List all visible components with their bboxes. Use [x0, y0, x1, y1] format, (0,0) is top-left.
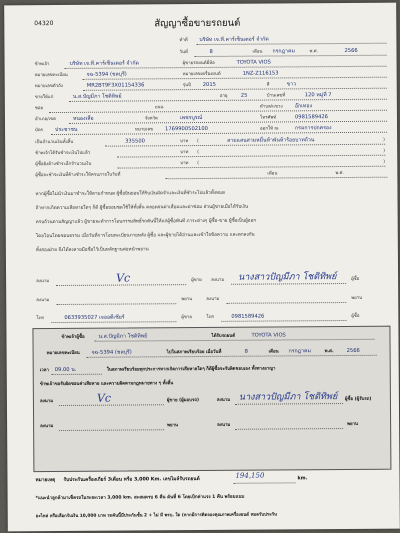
recv-witness1-label: ลงนาม	[40, 424, 54, 430]
mileage-value: 194,150	[235, 471, 265, 480]
issued-value: กรมการปกครอง	[295, 125, 332, 132]
total-baht: บาท	[180, 139, 189, 145]
recv-month: กรกฎาคม	[288, 348, 311, 355]
card-no-value: 1769900502100	[165, 125, 208, 133]
house-value: 120 หมู่ที่ 7	[304, 92, 332, 99]
soi-line	[49, 110, 387, 113]
buyer-phone: 0981589426	[231, 313, 265, 320]
recv-buyer-role: ผู้ซื้อ (ผู้รับรถ)	[344, 396, 372, 403]
contract-title: สัญญาซื้อขายรถยนต์	[154, 17, 241, 30]
witness2-role: พยาน	[351, 295, 363, 301]
total-line	[105, 144, 385, 147]
pay-by-line	[165, 177, 387, 180]
total-value: 335500	[125, 138, 145, 145]
recv-line-2: ข้าพเจ้าขอรับผิดชอบค่าเสียหาย และความผิดตามกฎหมายทาง ๆ ทั้งสิ้น	[39, 381, 174, 388]
seller-phone: 0633935027 เจออดีเซียร์	[64, 314, 125, 321]
chassis-value: MR2BT9F3X01154336	[86, 82, 145, 89]
buyer-phone-label: โทร	[206, 314, 214, 320]
date-label: วันที่	[179, 50, 188, 56]
recv-buyer-signature: นางสาวปัญมีภา โชติทิพย์	[238, 392, 338, 403]
plate-value: จฉ-5394 (ชลบุรี)	[86, 71, 127, 78]
recv-year-label: พ.ศ.	[324, 349, 334, 355]
date-month: กรกฎาคม	[272, 48, 295, 55]
note-label: หมายเหตุ	[35, 478, 56, 484]
recv-label: ข้าพเจ้าผู้ซื้อ	[61, 334, 85, 340]
card-no-label: หมายเลข	[135, 127, 154, 133]
sign-seller-label: ลงนาม	[36, 279, 50, 285]
date-day: 8	[209, 48, 213, 55]
district-line	[69, 121, 387, 124]
total-words: สามแสนสามหมื่นห้าพันห้าร้อยบาทถ้วน	[227, 137, 315, 144]
footer-line-3: อะไหล่ หรือเลือกรับเงิน 10,000 บาท รถคันนี้มีประกันชั้น 2 + ไม่ มี พรบ. ใด (หากมีการติดจองคุณภาพเครื่องยนต์ หมดรับประกัน	[35, 512, 277, 520]
paid-label: ข้าพเจ้าได้รับชำระเงินไปแล้ว	[35, 150, 91, 157]
witness1-role: พยาน	[181, 297, 193, 303]
recv-witness2-role: พยาน	[347, 421, 359, 427]
date-year: 2566	[344, 47, 358, 54]
receipt-section	[32, 326, 391, 472]
plate-label: หมายเลขทะเบียน	[34, 72, 68, 79]
recv-sign-label-2: ลงนาม	[216, 397, 231, 403]
recv-deliverer-role: ผู้ขาย (ผู้มอบรถ)	[166, 398, 200, 404]
recv-time: 09.00 น.	[54, 366, 77, 374]
terms-line-3: ครบถ้วนตามสัญญาแล้ว ผู้ขายจะทำการโอนกรรมสิทธิ์รถคันนี้ให้แก่ผู้ซื้อทันที ภาระต่างๆ ผู้ซื้อ-ขาย ผู้ซื้อเป็นผู้ออก	[35, 218, 257, 226]
pay-by-month-label: เดือน	[267, 171, 278, 177]
soi-label: ซอย	[34, 106, 44, 112]
age-label: อายุ	[219, 93, 228, 99]
card-label: บัตร	[35, 128, 44, 134]
engine-label: หมายเลขเครื่องยนต์	[182, 71, 221, 78]
chassis-label: หมายเลขตัวถัง	[34, 83, 63, 90]
seller-name: บริษัท เจ.ที.คาร์เซ็นเตอร์ จำกัด	[69, 60, 139, 67]
province-value: เพชรบูรณ์	[179, 114, 203, 122]
issued-label: ออกให้ ณ	[260, 126, 279, 132]
paid-line	[117, 155, 385, 158]
doc-number: 04320	[34, 20, 54, 28]
recv-line-1: ในสภาพเรียบร้อยทุกประการหากเกิดการเสียหายใดๆ ก็ดีผู้ซื้อจะรับผิดชอบเอง ทั้งทางอาญา	[106, 366, 276, 373]
seller-phone-label: โทร	[36, 316, 44, 322]
district-label: อำเภอ/เขต	[34, 117, 56, 123]
made-at-line	[196, 43, 386, 45]
seller-signature: Vc	[116, 271, 131, 285]
buyer-name: น.ส.ปัญมีภา โชติทิพย์	[72, 93, 122, 100]
recv-plate-label: หมายเลขทะเบียน	[46, 350, 80, 357]
road-label: ถนน	[154, 105, 164, 111]
recv-name: น.ส.ปัญมีภา โชติทิพย์	[98, 333, 148, 340]
month-label: เดือน	[252, 49, 263, 55]
subdistrict-label: ตำบล/แขวง	[259, 104, 283, 110]
recv-time-label: เวลา	[39, 368, 49, 374]
sign-buyer-label: ลงนาม	[211, 277, 225, 283]
buyer-role: ผู้ซื้อ	[351, 276, 360, 282]
recv-month-label: เดือน	[268, 349, 279, 355]
card-line	[51, 132, 387, 135]
terms-line-1: หากผู้ซื้อไม่นำเงินมาชำระให้ตามกำหนด ผู้ซื้อยินยอมให้ริบเงินมัดจำและเงินที่ชำระไปแล้วทั้งหมด	[35, 190, 226, 198]
phone-label: โทรศัพท์	[259, 115, 277, 121]
color-label: สี	[266, 82, 270, 88]
terms-line-5: ทั้งสองฝ่าย จึงได้ลงลายมือชื่อไว้เป็นหลักฐานต่อหน้าพยาน	[35, 247, 149, 254]
model-year-value: 2015	[202, 81, 216, 88]
remaining-line	[117, 166, 385, 169]
seller-phone-role: ผู้ขาย	[181, 315, 192, 321]
recv-year: 2566	[346, 347, 360, 354]
terms-line-4: โดยโอนโดยชอบธรรม เมื่อวันที่การโอนทะเบียนภายหลัง ผู้ซื้อ และผู้ขายได้อ่านและเข้าใจข้อความ และตกลงกัน	[35, 232, 255, 240]
province-label: จังหวัด	[144, 116, 158, 122]
recv-date-label: ไปในสภาพเรียบร้อย เมื่อวันที่	[166, 349, 222, 356]
recv-day: 8	[244, 348, 248, 355]
seller-label: ข้าพเจ้า	[34, 62, 50, 68]
engine-value: 1NZ-Z116153	[242, 70, 279, 77]
district-value: หนองเสือ	[72, 115, 94, 122]
year-label: พ.ศ.	[309, 49, 319, 55]
pay-by-year-label: พ.ศ.	[335, 171, 344, 177]
remaining-baht: บาท	[180, 161, 189, 167]
recv-plate: จฉ-5394 (ชลบุรี)	[91, 349, 132, 356]
contract-paper: 04320 สัญญาซื้อขายรถยนต์ ทำที่ บริษัท เจ.ที.คาร์เซ็นเตอร์ จำกัด วันที่ 8 เดือน กรกฎาคม พ.ศ. 2566 ข้าพเจ้า บริษัท เจ.ที.คาร์เซ็นเตอร์ จำกัด ผู้ขายรถยนต์ยี่ห้อ TOYOTA VIOS หมายเลขทะเบียน จฉ-5394 (ชลบุรี) หมายเลขเครื่องยนต์ 1NZ-Z116153 หมายเลขตัวถัง MR2BT9F3X01154336 รุ่นปี 2015 สี ขาว ขายให้แก่ น.ส.ปัญมีภา โชติทิพย์ อายุ 25 บ้านเลขที่ 120 หมู่ที่ 7 ซอย ถนน ตำบล/แขวง อ๊กเทอง อำเภอ/เขต หนองเสือ จังหวัด เพชรบูรณ์ โทรศัพท์ 0981589426 บัตร ประชาชน หมายเลข 1769900502100 ออกให้ ณ กรมการปกครอง เป็นจำนวนเงินทั้งสิ้น 335500 บาท ( สามแสนสามหมื่นห้าพันห้าร้อยบาทถ้วน ) ข้าพเจ้าได้รับชำระเงินไปแล้ว บาท ( ) ผู้ซื้อยังค้างชำระอีกจำนวนเงิน บาท ( ) ผู้ซื้อจะชำระเงินที่ค้างชำระให้ครบภายในวันที่ เดือน พ.ศ. หากผู้ซื้อไม่นำเงินมาชำระให้ตามกำหนด ผู้ซื้อยินยอมให้ริบเงินมัดจำและเงินที่ชำระไปแล้วทั้งหมด ถ้าหากเกิดความเสียหายใดๆ ก็ดี ผู้ซื้อยอมชดใช้ให้ทั้งสิ้น ตลอดจนค่าเสื่อมและค่าซ่อม ส่วนผู้ขายเมื่อได้รับเงิน ครบถ้วนตามสัญญาแล้ว ผู้ขายจะทำการโอนกรรมสิทธิ์รถคันนี้ให้แก่ผู้ซื้อทันที ภาระต่างๆ ผู้ซื้อ-ขาย ผู้ซื้อเป็นผู้ออก โดยโอนโดยชอบธรรม เมื่อวันที่การโอนทะเบียนภายหลัง ผู้ซื้อ และผู้ขายได้อ่านและเข้าใจข้อความ และตกลงกัน ทั้งสองฝ่าย จึงได้ลงลายมือชื่อไว้เป็นหลักฐานต่อหน้าพยาน ลงนาม Vc ผู้ขาย ลงนาม นางสาวปัญมีภา โชติทิพย์ ผู้ซื้อ ลงนาม พยาน ลงนาม พยาน โทร 0633935027 เจออดีเซียร์ ผู้ขาย โทร 0981589426 ผู้ซื้อ ข้าพเจ้าผู้ซื้อ น.ส.ปัญมีภา โชติทิพย์ ได้รับรถยนต์ TOYOTA VIOS หมายเลขทะเบียน จฉ-5394 (ชลบุรี) ไปในสภาพเรียบร้อย เมื่อวันที่ 8 เดือน กรกฎาคม พ.ศ. 2566 เวลา 09.00 น. ในสภาพเรียบร้อยทุกประการหากเกิดการเสียหายใดๆ ก็ดีผู้ซื้อจะรับผิดชอบเอง ทั้งทางอาญา ข้าพเจ้าขอรับผิดชอบค่าเสียหาย และความผิดตามกฎหมายทาง ๆ ทั้งสิ้น ลงนาม Vc ผู้ขาย (ผู้มอบรถ) ลงนาม นางสาวปัญมีภา โชติทิพย์ ผู้ซื้อ (ผู้รับรถ) ลงนาม พยาน ลงนาม พยาน หมายเหตุ รับประกันเครื่องเกียร์ 3เดือน หรือ 3,000 Km. เลขไมล์รับรถยนต์ 194,150 km. *แนะนำลูกค้ามาเช็ครถในระยะเวลา 3,000 km. สะสมครบ 6 คืน คันที่ 6 โดยเบิกค่าแรง 1 คืน พร้อมแนบ อะไหล่ หรือเลือกรับเงิน 10,000 บาท รถคันนี้มีประกันชั้น 2 + ไม่ มี พรบ. ใด (หากมีการติดจองคุณภาพเครื่องยนต์ หมดรับประกัน	[4, 3, 400, 532]
total-label: เป็นจำนวนเงินทั้งสิ้น	[35, 139, 74, 146]
paid-baht: บาท	[180, 150, 189, 156]
card-type: ประชาชน	[55, 126, 78, 134]
made-at-label: ทำที่	[179, 38, 188, 44]
recv-sign-buyer-label: ลงนาม	[39, 399, 54, 405]
recv-witness1-role: พยาน	[167, 423, 179, 429]
sign-witness1-label: ลงนาม	[36, 298, 50, 304]
buyer-phone-role: ผู้ซื้อ	[351, 313, 360, 319]
color-value: ขาว	[286, 81, 297, 88]
date-line	[195, 55, 387, 57]
note-text: รับประกันเครื่องเกียร์ 3เดือน หรือ 3,000 Km. เลขไมล์รับรถยนต์	[63, 477, 200, 483]
pay-by-label: ผู้ซื้อจะชำระเงินที่ค้างชำระให้ครบภายในวันที่	[35, 172, 121, 179]
buyer-label: ขายให้แก่	[34, 95, 54, 101]
plate-line	[83, 77, 387, 80]
recv-deliverer-signature: Vc	[96, 391, 112, 405]
model-year-label: รุ่นปี	[182, 83, 191, 89]
age-value: 25	[240, 92, 248, 99]
remaining-label: ผู้ซื้อยังค้างชำระอีกจำนวนเงิน	[35, 161, 92, 168]
seller-role: ผู้ขายรถยนต์ยี่ห้อ	[182, 60, 215, 67]
sign-witness2-label: ลงนาม	[206, 296, 220, 302]
terms-line-2: ถ้าหากเกิดความเสียหายใดๆ ก็ดี ผู้ซื้อยอมชดใช้ให้ทั้งสิ้น ตลอดจนค่าเสื่อมและค่าซ่อม ส่วนผู้ขายเมื่อได้รับเงิน	[35, 204, 249, 212]
house-label: บ้านเลขที่	[266, 93, 286, 99]
made-at-value: บริษัท เจ.ที.คาร์เซ็นเตอร์ จำกัด	[199, 36, 269, 44]
seller-role: ผู้ขาย	[191, 278, 202, 284]
footer-line-2: *แนะนำลูกค้ามาเช็ครถในระยะเวลา 3,000 km. สะสมครบ 6 คืน คันที่ 6 โดยเบิกค่าแรง 1 คืน พร้อมแนบ	[35, 494, 245, 502]
mileage-unit: km.	[297, 476, 308, 482]
got-label: ได้รับรถยนต์	[211, 333, 236, 339]
buyer-signature: นางสาวปัญมีภา โชติทิพย์	[238, 272, 337, 283]
subdistrict-value: อ๊กเทอง	[294, 103, 313, 110]
recv-brand: TOYOTA VIOS	[251, 332, 286, 339]
phone-value: 0981589426	[294, 114, 328, 121]
car-brand: TOYOTA VIOS	[236, 59, 271, 66]
recv-witness2-label: ลงนาม	[217, 422, 231, 428]
